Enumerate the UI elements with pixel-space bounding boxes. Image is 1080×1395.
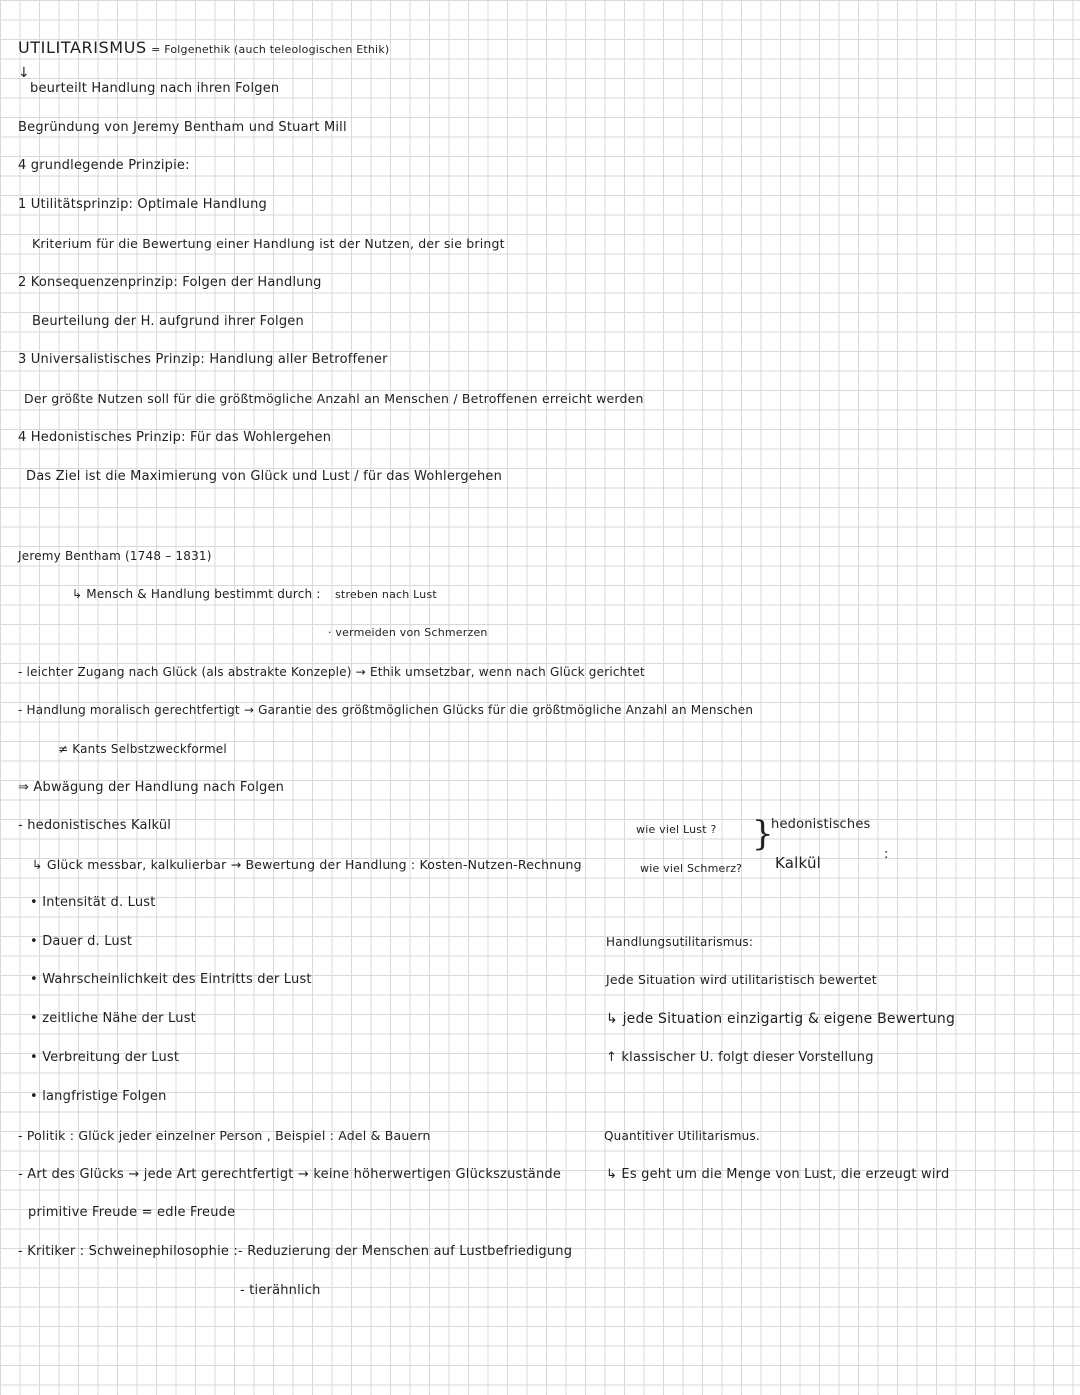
- politics: - Politik : Glück jeder einzelner Person , Beispiel : Adel & Bauern: [18, 1128, 431, 1143]
- act-util-heading: Handlungsutilitarismus:: [606, 935, 754, 949]
- principle-3-desc: Der größte Nutzen soll für die größtmögliche Anzahl an Menschen / Betroffenen erreicht werden: [24, 391, 644, 406]
- act-util-line2: ↳ jede Situation einzigartig & eigene Bewertung: [606, 1011, 956, 1027]
- founders: Begründung von Jeremy Bentham und Stuart Mill: [18, 120, 347, 135]
- calculus-measurable: ↳ Glück messbar, kalkulierbar → Bewertung der Handlung : Kosten-Nutzen-Rechnung: [32, 857, 582, 872]
- joy-equality: primitive Freude = edle Freude: [28, 1205, 236, 1220]
- page-subtitle: = Folgenethik (auch teleologischen Ethik): [151, 43, 390, 56]
- hedonistic-label: hedonistisches: [771, 817, 871, 832]
- down-arrow-icon: ↓: [18, 65, 30, 81]
- bentham-drive-lust: streben nach Lust: [335, 588, 437, 601]
- critics: - Kritiker : Schweinephilosophie :- Reduzierung der Menschen auf Lustbefriedigung: [18, 1244, 573, 1259]
- animal-like: - tierähnlich: [240, 1283, 321, 1298]
- criterion-item: • Wahrscheinlichkeit des Eintritts der Lust: [30, 972, 312, 987]
- header-line: [18, 40, 389, 58]
- definition: beurteilt Handlung nach ihren Folgen: [30, 81, 280, 96]
- page-title: UTILITARISMUS: [18, 38, 147, 57]
- principles-intro: 4 grundlegende Prinzipie:: [18, 158, 190, 173]
- principle-4-desc: Das Ziel ist die Maximierung von Glück und Lust / für das Wohlergehen: [26, 469, 503, 484]
- principle-1-desc: Kriterium für die Bewertung einer Handlung ist der Nutzen, der sie bringt: [32, 236, 505, 251]
- kant-formula: ≠ Kants Selbstzweckformel: [58, 742, 227, 756]
- calculus-heading: - hedonistisches Kalkül: [18, 818, 172, 833]
- principle-1-title: 1 Utilitätsprinzip: Optimale Handlung: [18, 197, 267, 212]
- kind-of-happiness: - Art des Glücks → jede Art gerechtfertigt → keine höherwertigen Glückszustände: [18, 1167, 562, 1182]
- bentham-drive-pain: · vermeiden von Schmerzen: [328, 626, 488, 639]
- how-much-pain: wie viel Schmerz?: [640, 862, 743, 875]
- principle-3-title: 3 Universalistisches Prinzip: Handlung aller Betroffener: [18, 352, 388, 367]
- criterion-item: • Verbreitung der Lust: [30, 1050, 180, 1065]
- bentham-determined: ↳ Mensch & Handlung bestimmt durch :: [72, 587, 321, 601]
- bentham-point-justified: - Handlung moralisch gerechtfertigt → Garantie des größtmöglichen Glücks für die größtmögliche Anzahl an Menschen: [18, 703, 754, 717]
- kalkuel-label: Kalkül: [775, 854, 822, 872]
- weighing: ⇒ Abwägung der Handlung nach Folgen: [18, 780, 285, 795]
- bentham-point-access: - leichter Zugang nach Glück (als abstrakte Konzeple) → Ethik umsetzbar, wenn nach Glück gerichtet: [18, 665, 645, 679]
- principle-2-desc: Beurteilung der H. aufgrund ihrer Folgen: [32, 314, 304, 329]
- quant-util-heading: Quantitiver Utilitarismus.: [604, 1129, 760, 1143]
- criterion-item: • Dauer d. Lust: [30, 934, 133, 949]
- act-util-line3: ↑ klassischer U. folgt dieser Vorstellung: [606, 1050, 874, 1065]
- criterion-item: • zeitliche Nähe der Lust: [30, 1011, 196, 1026]
- right-brace-icon: }: [752, 814, 774, 854]
- principle-4-title: 4 Hedonistisches Prinzip: Für das Wohlergehen: [18, 430, 332, 445]
- bentham-heading: Jeremy Bentham (1748 – 1831): [18, 549, 212, 563]
- quant-util-line1: ↳ Es geht um die Menge von Lust, die erzeugt wird: [606, 1167, 950, 1182]
- criterion-item: • Intensität d. Lust: [30, 895, 156, 910]
- stray-mark: :: [884, 847, 889, 862]
- criterion-item: • langfristige Folgen: [30, 1089, 167, 1104]
- principle-2-title: 2 Konsequenzenprinzip: Folgen der Handlung: [18, 275, 322, 290]
- act-util-line1: Jede Situation wird utilitaristisch bewertet: [606, 972, 877, 987]
- how-much-lust: wie viel Lust ?: [636, 823, 717, 836]
